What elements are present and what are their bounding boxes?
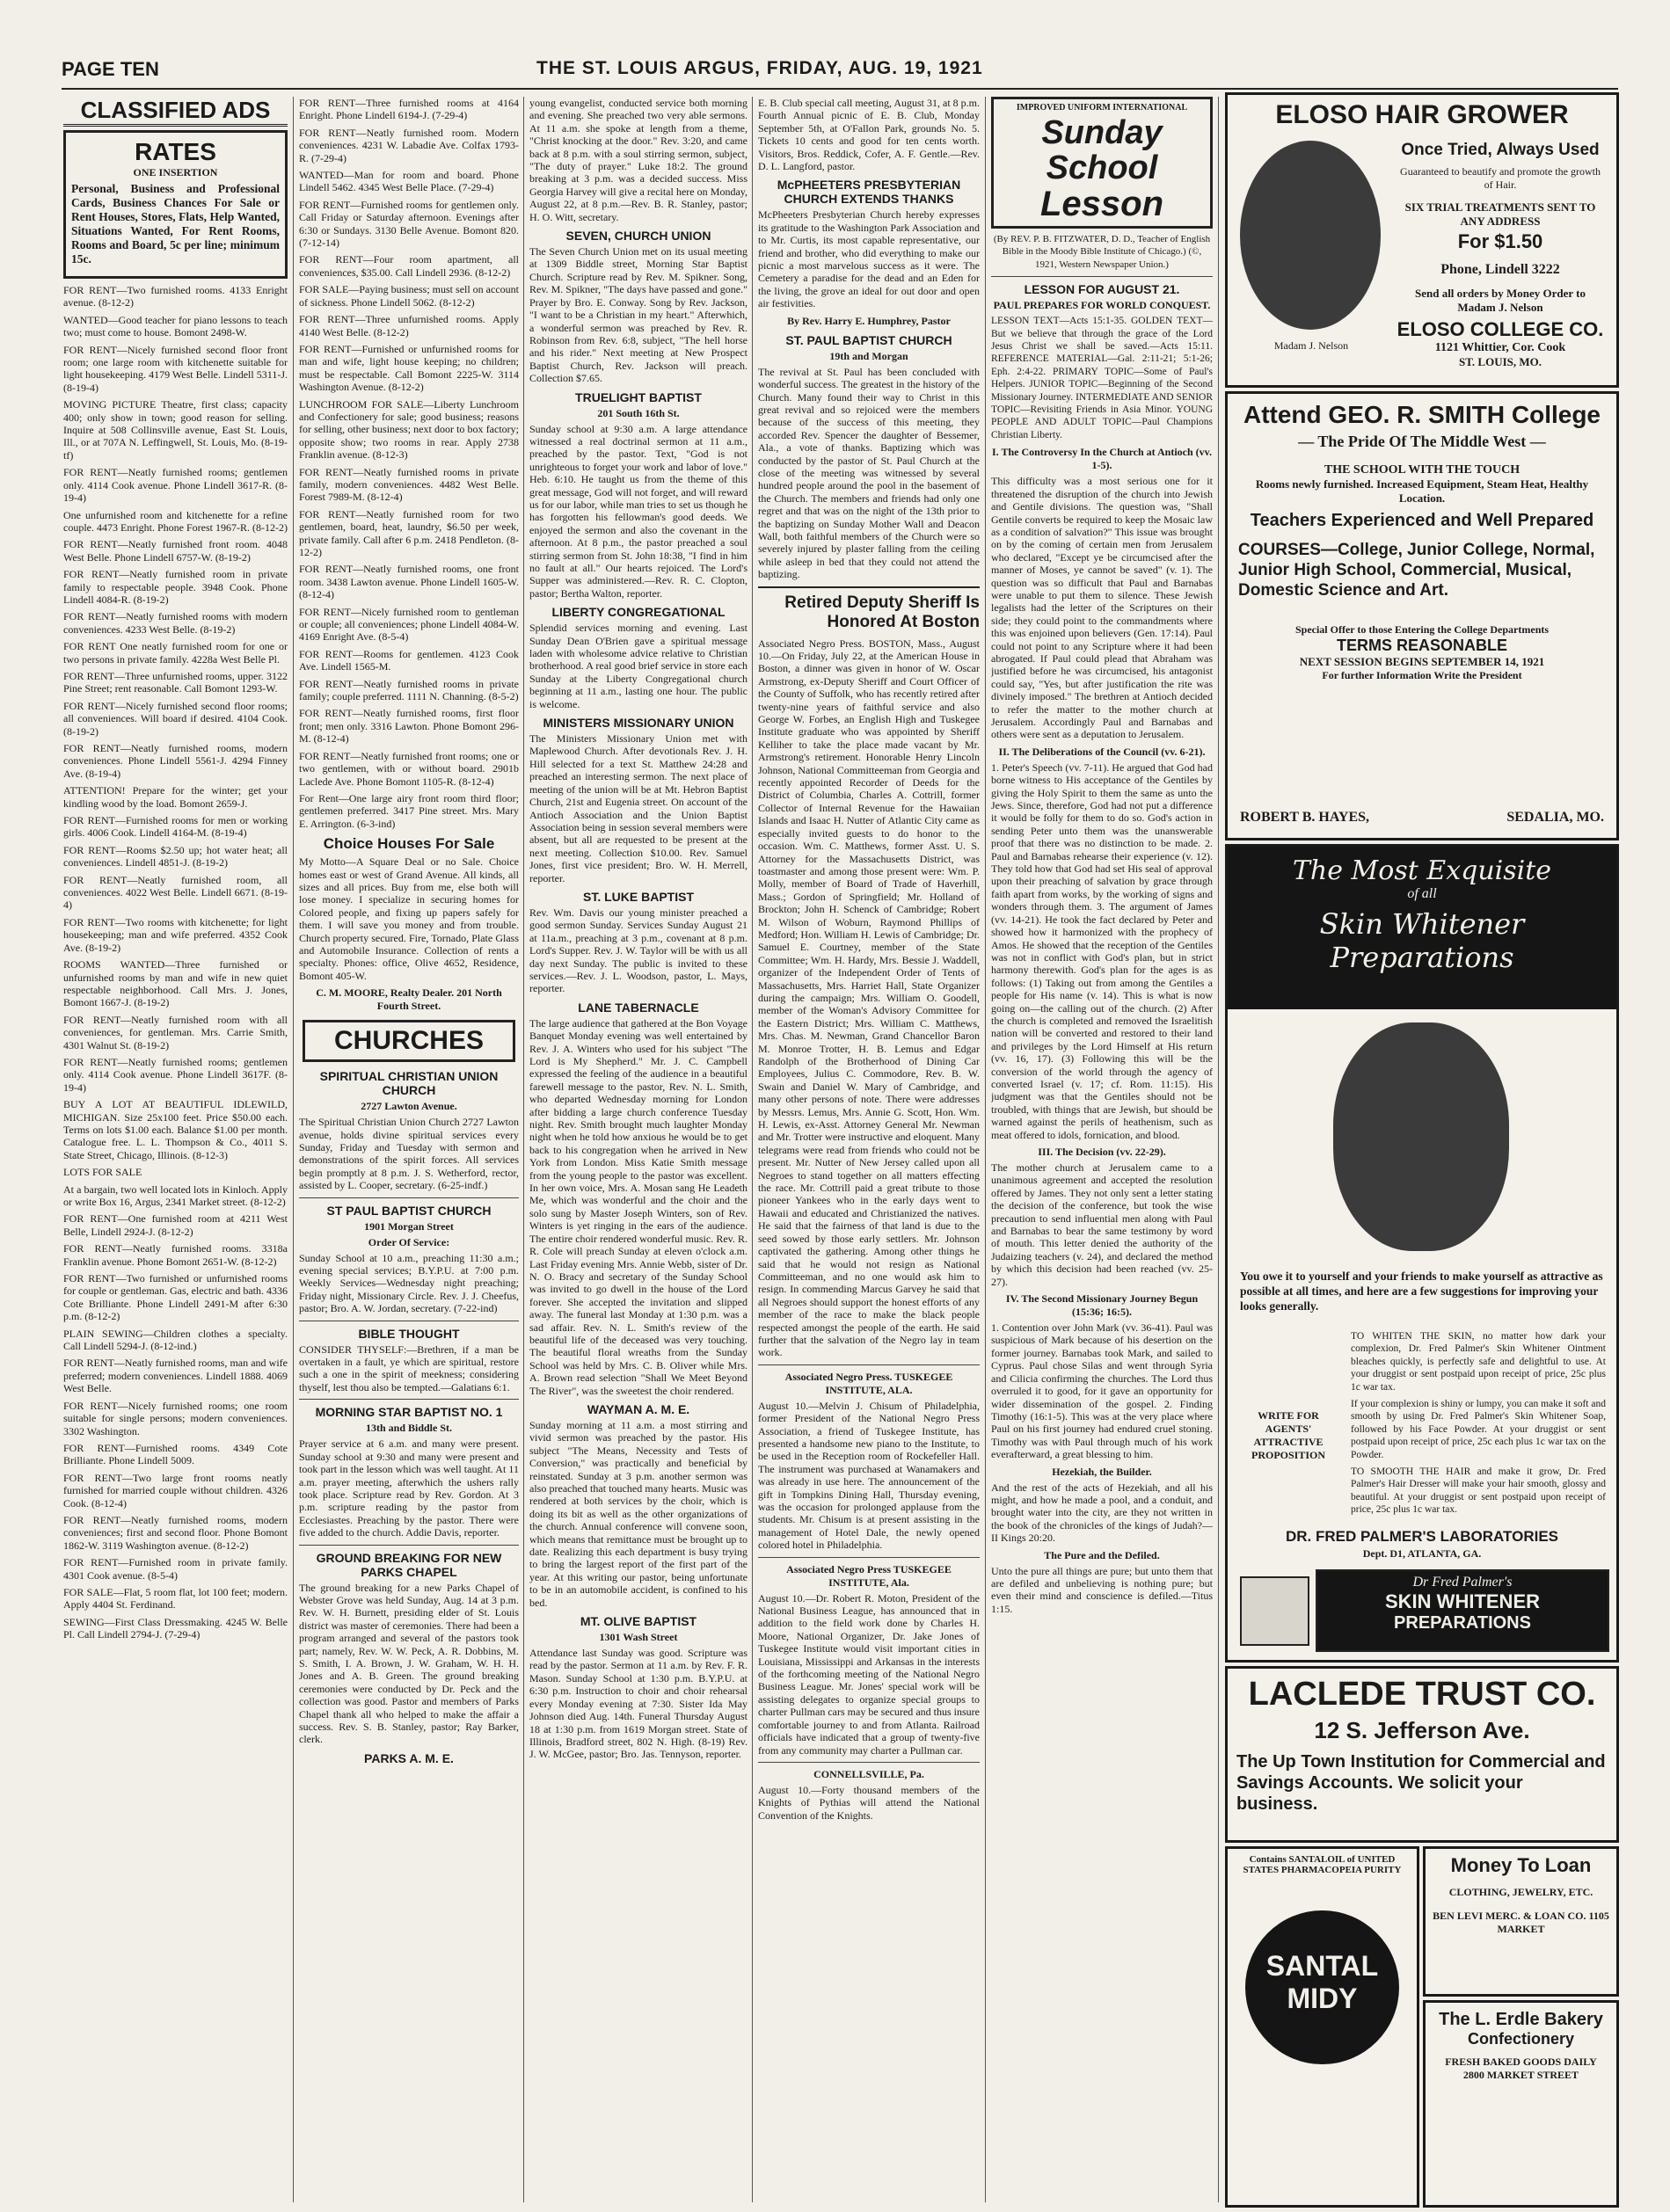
- rates-box: [63, 130, 288, 279]
- ss-lesson-sub: PAUL PREPARES FOR WORLD CONQUEST.: [993, 299, 1211, 312]
- smith-courses: COURSES—College, Junior College, Normal, Junior High School, Commercial, Musical, Domestic Science and Art.: [1238, 541, 1595, 600]
- eloso-addr2: ST. LOUIS, MO.: [1458, 355, 1542, 368]
- palmer-lab: DR. FRED PALMER'S LABORATORIES: [1285, 1528, 1559, 1545]
- santal-name2: MIDY: [1287, 1983, 1358, 2014]
- stpaul-text: Sunday School at 10 a.m., preaching 11:30 a.m.; evening special services; B.Y.P.U. at 7:00 p.m. Weekly Services—Wednesday night preaching; Friday night, Missionary Circle. Rev. J. J. Cheefus, pastor; Bro. A. W. Jordan, secretary. (7-22-ind): [299, 1251, 519, 1315]
- parks-title: PARKS A. M. E.: [364, 1750, 454, 1765]
- truelight-addr: 201 South 16th St.: [597, 406, 680, 419]
- lane-title: LANE TABERNACLE: [578, 1000, 699, 1015]
- palmer-line2: of all: [1407, 886, 1437, 901]
- ss-s2-text: 1. Peter's Speech (vv. 7-11). He argued that God had borne witness to His acceptance of the Gentiles by giving the Holy Spirit to them the same as unto the Jews. Since, therefore, God had not put a difference it would be folly for them to do so. God's action in sending Peter unto them was the unanswerable proof that there was no distinction to be made. 2. Paul and Barnabas rehearse their experience (v. 12). They told how that God had set His seal of approval upon their preaching of salvation by grace through faith apart from works, by the working of signs and wonders through them. 3. The argument of James (vv. 14-21). He took the fact declared by Peter and showed how it harmonized with the prophecy of Amos. He showed that the reception of the Gentiles was not in conflict with God's plan, but in strict harmony therewith. God's plan for the ages is as follows: (1) Taking out from among the Gentiles a people for His name (v. 14). This is what is now going on—the calling out of the church. (2) After the church is completed and removed the Israelitish nation will be converted and restored to their land and privileges by the Lord Himself at His return (vv. 16, 17). (3) Following this will be the conversion of the world through the agency of converted Israel (v. 17; cf. Rom. 11:15). His judgment was that the Gentiles should not be troubled, with things that are Jewish, but should be warned against the perils of heathenism, such as meat offered to idols, fornication, and blood.: [991, 760, 1213, 1141]
- mcpheeters-sig: By Rev. Harry E. Humphrey, Pastor: [787, 314, 951, 327]
- classified-ad: FOR RENT—Neatly furnished rooms, one front room. 3438 Lawton avenue. Phone Lindell 1605-W. (8-12-4): [299, 563, 519, 601]
- palmer-copy1: You owe it to yourself and your friends to make yourself as attractive as possible at all times, and here are a few suggestions for improving your looks generally.: [1240, 1270, 1603, 1313]
- wayman-title: WAYMAN A. M. E.: [587, 1401, 690, 1416]
- classified-ad: FOR RENT—Furnished rooms. 4349 Cote Brilliante. Phone Lindell 5009.: [63, 1441, 288, 1467]
- laclede-ad: [1225, 1666, 1619, 1843]
- eloso-ad: [1225, 92, 1619, 388]
- erdle-text: FRESH BAKED GOODS DAILY: [1445, 2056, 1597, 2068]
- page-header: [62, 53, 1618, 90]
- stpaul-church-addr: 19th and Morgan: [829, 349, 908, 362]
- erdle-addr: 2800 MARKET STREET: [1462, 2069, 1579, 2081]
- column-three: [529, 97, 747, 2202]
- classified-ad: SEWING—First Class Dressmaking. 4245 W. Belle Pl. Call Lindell 2794-J. (7-29-4): [63, 1615, 288, 1641]
- rates-text: Personal, Business and Professional Cards, Business Chances For Sale or Rent Houses, Stores, Flats, Help Wanted, Situations Wanted, For Rent Rooms, Rooms and Board, 5c per line; minimum 15c.: [71, 182, 280, 266]
- classified-ad: FOR RENT—Rooms $2.50 up; hot water heat; all conveniences. Lindell 4851-J. (8-19-2): [63, 843, 288, 870]
- palmer-line1: The Most Exquisite: [1292, 855, 1552, 886]
- retired-title: Retired Deputy Sheriff Is Honored At Boston: [784, 593, 980, 631]
- classified-ad: FOR RENT—Neatly furnished rooms, modern conveniences; first and second floor. Phone Bomont 1862-W. 3119 Washington avenue. (8-12-2): [63, 1513, 288, 1552]
- stluke-text: Rev. Wm. Davis our young minister preached a good sermon Sunday. Services Sunday August 21 at 11a.m., preaching at 3 p.m., covenant at 8 p.m. Lord's Supper. Rev. J. W. Taylor will be with us all day next Sunday. The public is invited to these services.—Rev. J. L. Woodson, pastor, L. Mays, reporter.: [529, 906, 747, 995]
- spiritual-text: The Spiritual Christian Union Church 2727 Lawton avenue, holds divine spiritual services every Sunday, Friday and Tuesday with sermon and demonstrations of the spirit forces. All services begin promptly at 8 p.m. J. S. Wetherford, rector, assisted by L. Cooper, secretary. (6-25-indf.): [299, 1116, 519, 1192]
- santal-ad: [1225, 1846, 1419, 2208]
- classified-ad: FOR RENT—Rooms for gentlemen. 4123 Cook Ave. Lindell 1565-M.: [299, 647, 519, 673]
- ground-text: The ground breaking for a new Parks Chapel of Webster Grove was held Sunday, Aug. 14 at 3 p.m. Rev. W. H. Burnett, presiding elder of St. Louis district was master of ceremonies. There had been a program arranged and several of the pastors took part; namely, Rev. W. W. Peck, A. R. Dobbins, M. S. Smith, I. A. Brown, J. W. Graham, W. H. H. Jones and A. B. Green. The ground breaking ceremonies were conducted by Dr. Peck and the collection was good. Pastor and members of Parks Chapel thank all who helped to make the affair a success. Rev. S. B. Stanley, pastor; Ray Barker, clerk.: [299, 1581, 519, 1746]
- eloso-guarantee: Guaranteed to beautify and promote the growth of Hair.: [1400, 165, 1601, 191]
- classified-ad: FOR RENT—Neatly furnished rooms, man and wife preferred; modern conveniences. Lindell 1888. 4069 West Belle.: [63, 1357, 288, 1395]
- ss-lesson: Lesson: [1039, 185, 1164, 223]
- classified-ad: FOR RENT—Nicely furnished rooms; one room suitable for single persons; modern conveniences. 3302 Washington.: [63, 1399, 288, 1437]
- stpaul-church-title: ST. PAUL BAPTIST CHURCH: [785, 332, 952, 347]
- money-title: Money To Loan: [1450, 1854, 1592, 1876]
- money-firm: BEN LEVI MERC. & LOAN CO. 1105 MARKET: [1433, 1910, 1609, 1935]
- classified-ad: FOR RENT—Neatly furnished room for two gentlemen, board, heat, laundry, $6.50 per week, private family. Call after 6 p.m. 2418 Pendleton. (8-12-2): [299, 507, 519, 558]
- ss-s4-text: 1. Contention over John Mark (vv. 36-41). Paul was suspicious of Mark because of his desertion on the former journey. Barnabas took Mark, and sailed to Cyprus. Paul chose Silas and went through Syria and Cilicia confirming the churches. The Lord thus overruled it to good, for it gave an opportunity for wider dissemination of the gospel. 2. Finding Timothy (16:1-5). This was at the very place where Paul on his first journey had endured cruel stoning. Timothy was with Paul through much of his work everafterward, a great blessing to him.: [991, 1321, 1213, 1461]
- palmer-box2: SKIN WHITENER: [1385, 1590, 1540, 1612]
- eloso-price: For $1.50: [1457, 230, 1543, 252]
- classified-ad: FOR RENT—Furnished rooms for gentlemen only. Call Friday or Saturday afternoon. Evenings after 6:30 or Sundays. 3130 Belle Avenue. Bomont 820. (7-12-14): [299, 198, 519, 250]
- retired-text: Associated Negro Press. BOSTON, Mass., August 10.—On Friday, July 22, at the American House in Boston, a dinner was given in honor of W. Oscar Armstrong, ex-Deputy Sheriff and Court Officer of the County of Suffolk, who has recently retired after twenty-nine years of faithful service and also George W. Forbes, an English High and Tuskegee Institute graduate who was appointed by Sheriff Kelliher to take the place made vacant by Mr. Armstrong's retirement. Honorable Henry Lincoln Johnson, National Committeeman from Georgia and recently appointed Recorder of Deeds for the District of Columbia, Charles A. Cottrill, former Collector of Internal Revenue for the Hawaiian Islands and Isaac H. Nutter of Atlantic City came as especially invited guests to do honor to the occasion. Wm. C. Matthews, former Asst. U. S. Attorney for the Massachusetts District, was toastmaster and among those present were: Wm. P. Molly, member of Board of Trade of Haverhill, Mass.; Gordon of Springfield; Mr. Holland of Brockton; John H. Schenck of Cambridge; Robert M. Wilson of Woburn, Raymond Phillips of Medford; Hon. William H. Lewis of Cambridge; Dr. Samuel E. Courtney, member of the State Committee; Wm. H. Hardy, Mrs. Bessie J. Waddell, organizer of the Independent Order of Tents of Massachusetts, Mrs. Harriet Hall, State Organizer during the campaign; Mrs. William O. Goodell, member of the Woman's Advisory Committee for the Eastern District; Mrs. William C. Matthews, Mrs. Chas. M. Newman, Grand Chancellor Baron M. Monroe Trotter, H. B. Lemus and Edgar Randolph of the Brotherhood of Dining Car Employees, Julius C. Commodore, Rev. B. W. Swain and Daniel W. Mary of Cambridge, and many other persons of note. There were addresses by Messrs. Lemus, Mrs. Annie G. Scott, Hon. Wm. H. Lewis, ex-Asst. Attorney General Mr. Newman and Mr. Trotter were instructive and eloquent. Many telegrams were read from friends who could not be present. Mr. Nutter of New Jersey called upon all Negroes to stand together on all matters effecting the race. Mr. Cottrill paid a great tribute to those pioneer Yankees who in the early days went to Hawaii and educated and Christianized the natives. He said that the fairness of that land is due to the seed sowed by those early settlers. Mr. Johnson captivated the gathering. Among other things he said that he would not resign as National Committeeman, and no one would ask him to resign. In commending Marcus Garvey he said that all Negroes should support the honest efforts of any member of the race to make the black people respected amongst the people of the earth. He said further that the salvation of the Negro lay in team work.: [758, 637, 980, 1359]
- classified-ad: FOR RENT—Neatly furnished rooms, first floor front; men only. 3316 Lawton. Phone Bomont 296-M. (8-12-4): [299, 707, 519, 746]
- choice-text: My Motto—A Square Deal or no Sale. Choice homes east or west of Grand Avenue. All kinds, all sizes and all prices. Buy from me, else both will lose money. I specialize in securing homes for Colored people, and fixing up papers safely for them. I will save you money and from trouble. Church property secured. Fire, Tornado, Plate Glass and Automobile Insurance. Collection of rents a specialty. Phones: office, Olive 4652, Residence, Bomont 405-W.: [299, 855, 519, 982]
- masthead: THE ST. LOUIS ARGUS, FRIDAY, AUG. 19, 1921: [536, 58, 983, 78]
- column-four: [758, 97, 980, 2202]
- column-rule: [1218, 97, 1219, 2202]
- classified-ad: FOR RENT—Neatly furnished rooms, modern conveniences. Phone Lindell 5561-J. 4294 Finney Ave. (8-19-4): [63, 742, 288, 780]
- rates-title: RATES: [135, 138, 216, 165]
- classified-ad: FOR RENT—Neatly furnished room in private family to respectable people. 3948 Cook. Phone Lindell 4084-R. (8-19-2): [63, 568, 288, 606]
- ministers-text: The Ministers Missionary Union met with Maplewood Church. After devotionals Rev. J. H. Hill selected for a text St. Matthew 24:28 and preached an interesting sermon. The next place of meeting of the union will be at Mt. Hebron Baptist Church, 21st and Eugenia street. On account of the Antioch Association and the Union Baptist Association being in session several members were absent, but all are requested to be present at the next meeting. Collection $10.00. Rev. Samuel Jones, first vice president; Bro. W. H. Merrell, reporter.: [529, 732, 747, 884]
- tuskegee-text: August 10.—Melvin J. Chisum of Philadelphia, former President of the National Negro Press Association, a friend of Tuskegee Institute, has presented a handsome new piano to the Institute, to be used in the Reception room of Rockefeller Hall. The instrument was purchased at Wanamakers and was already in use here. The announcement of the gift in Tompkins Dining Hall, Thursday evening, was the occasion for prolonged applause from the students. Mr. Chisum is at present assisting in the management of Hotel Dale, the newly opened colored hotel in Philadelphia.: [758, 1399, 980, 1552]
- tuskegee2-title: Associated Negro Press TUSKEGEE INSTITUTE, Ala.: [786, 1562, 952, 1589]
- eloso-tag: Once Tried, Always Used: [1401, 141, 1600, 159]
- classified-ad: ATTENTION! Prepare for the winter; get your kindling wood by the load. Bomont 2659-J.: [63, 784, 288, 810]
- ss-lesson-head: LESSON FOR AUGUST 21.: [1024, 282, 1180, 297]
- connellsville-text: August 10.—Forty thousand members of the Knights of Pythias will attend the National Convention of the Knights.: [758, 1783, 980, 1822]
- ss-texts: LESSON TEXT—Acts 15:1-35. GOLDEN TEXT—But we believe that through the grace of the Lord Jesus Christ we shall be saved.—Acts 15:11. REFERENCE MATERIAL—Gal. 2:11-21; 5:1-26; Eph. 2:4-22. PRIMARY TOPIC—Some of Paul's Helpers. JUNIOR TOPIC—Beginning of the Second Missionary Journey. INTERMEDIATE AND SENIOR TOPIC—Revisiting Friends in Asia Minor. YOUNG PEOPLE AND ADULT TOPIC—Paul Champions Christian Liberty.: [991, 316, 1213, 440]
- morning-title: MORNING STAR BAPTIST NO. 1: [315, 1405, 503, 1420]
- palmer-lab-addr: Dept. D1, ATLANTA, GA.: [1362, 1547, 1482, 1560]
- erdle-bakery-ad: [1423, 2000, 1619, 2208]
- parks-text: young evangelist, conducted service both morning and evening. She preached two very able sermons. At 11 a.m. she spoke at length from a theme, "Christ knocking at the door." Rev. 3:20, and came back at 8 p.m. with a soul stirring sermon, subject, "The duty of prayer." Luke 18:2. The ground breaking at 3 p.m. was a decided success. Miss Georgia Harvey will give a recital here on Monday, August 22, at 8 p.m.—Rev. B. R. Stanley, pastor; H. O. Witt, secretary.: [529, 97, 747, 223]
- sunday-school-column: [991, 97, 1213, 2202]
- classified-ad: FOR RENT—Two furnished rooms. 4133 Enright avenue. (8-12-2): [63, 284, 288, 309]
- column-rule: [752, 97, 753, 2202]
- col2-ad-list: [299, 97, 519, 830]
- palmer-pimply: If your complexion is shiny or lumpy, you can make it soft and smooth by using Dr. Fred Palmer's Skin Whitener Soap, followed by his Face Powder. At your druggist or sent postpaid upon receipt of price, 25c each plus 1c war tax on the Powder.: [1351, 1399, 1606, 1460]
- churches-title: CHURCHES: [303, 1020, 515, 1062]
- portrait-photo: [1240, 141, 1381, 330]
- seven-title: SEVEN, CHURCH UNION: [565, 229, 711, 244]
- truelight-title: TRUELIGHT BAPTIST: [575, 389, 702, 404]
- ss-s3-title: III. The Decision (vv. 22-29).: [1038, 1146, 1166, 1158]
- classified-ad: FOR RENT—Neatly furnished room. Modern conveniences. 4231 W. Labadie Ave. Colfax 1793-R. (7-29-4): [299, 126, 519, 164]
- classified-ad: FOR RENT—Nicely furnished room to gentleman or couple; all conveniences; phone Lindell 4084-W. 4169 Enright Ave. (8-5-4): [299, 605, 519, 644]
- choice-sig: C. M. MOORE, Realty Dealer. 201 North Fourth Street.: [316, 986, 502, 1013]
- santal-capsule: [1245, 1910, 1399, 2064]
- rates-sub: ONE INSERTION: [133, 166, 218, 178]
- spiritual-title: SPIRITUAL CHRISTIAN UNION CHURCH: [319, 1069, 499, 1098]
- classified-ad: For Rent—One large airy front room third floor; gentlemen preferred. 3417 Pine street. Mrs. Mary E. Arrington. (6-3-ind): [299, 791, 519, 830]
- connellsville-title: CONNELLSVILLE, Pa.: [813, 1767, 924, 1780]
- eloso-caption: Madam J. Nelson: [1273, 339, 1349, 352]
- classified-ad: MOVING PICTURE Theatre, first class; capacity 400; only show in town; good reason for selling. Inquire at 508 Collinsville avenue, East St. Louis, Ill., or at 707A N. Leffingwell, St. Louis, Mo. (8-19-tf): [63, 398, 288, 462]
- laclede-title: LACLEDE TRUST CO.: [1248, 1676, 1596, 1713]
- ss-byline: (By REV. P. B. FITZWATER, D. D., Teacher of English Bible in the Moody Bible Institute of Chicago.) (©, 1921, Western Newspaper Union.): [993, 234, 1211, 270]
- classified-ad: One unfurnished room and kitchenette for a refine couple. 4473 Enright. Phone Forest 1967-R. (8-12-2): [63, 508, 288, 534]
- stpaul-order: Order Of Service:: [368, 1235, 450, 1248]
- stpaul-church-text: The revival at St. Paul has been concluded with wonderful success. The greatest in the history of the Church. Many found their way to Christ in this great revival and so rejoiced were the members because of the success of this meeting, they accorded Rev. Spencer the daughter of Bessemer, Ala., a vote of thanks. Baptizing which was conducted by the pastor of St. Paul Church at the close of the meeting was witnessed by several hundred people around the pool in the basement of the Church. The members and friends had only one regret and that was on the night of the 13th prior to the baptizing on Sunday Mother Wall and Deacon Wall, both faithful members of the Church were so severely injured by plaster falling from the ceiling while asleep in bed that they could not attend the baptizing.: [758, 365, 980, 581]
- palmer-agents: WRITE FOR AGENTS' ATTRACTIVE PROPOSITION: [1251, 1409, 1325, 1461]
- smith-sub: — The Pride Of The Middle West —: [1298, 433, 1546, 450]
- eloso-phone: Phone, Lindell 3222: [1440, 262, 1560, 277]
- classified-ad: LOTS FOR SALE: [63, 1166, 142, 1179]
- smith-title: Attend GEO. R. SMITH College: [1243, 401, 1601, 428]
- smith-president: ROBERT B. HAYES,: [1240, 810, 1370, 825]
- smith-rooms: Rooms newly furnished. Increased Equipment, Steam Heat, Healthy Location.: [1255, 477, 1589, 505]
- stpaul-title: ST PAUL BAPTIST CHURCH: [326, 1203, 492, 1218]
- classified-ad: LUNCHROOM FOR SALE—Liberty Lunchroom and Confectionery for sale; good business; reasons for selling, other business; next door to box factory; opposite show; two rooms in rear. Apply 2738 Franklin avenue. (8-12-3): [299, 397, 519, 462]
- palmer-line3: Skin Whitener Preparations: [1319, 907, 1525, 974]
- ss-title: Sunday School: [1041, 114, 1163, 186]
- column-rule: [523, 97, 524, 2202]
- classified-ad: FOR RENT—Neatly furnished rooms; gentlemen only. 4114 Cook avenue. Phone Lindell 3617-R. (8-19-4): [63, 466, 288, 505]
- truelight-text: Sunday school at 9:30 a.m. A large attendance witnessed a real doctrinal sermon at 11 a.m., preached by the pastor. Text, "God is not unrighteous to forget your work and labor of love." Heb. 6:10. He taught us from the theme of this great message, God will not forget, and will reward us for our labor, while man tries to set us though he has forgotten his fellowman's good deeds. We enjoyed the sermon and also the covenant in the afternoon. At 8 p.m., the pastor preached a soul stirring sermon from St. John 18:38, "I find in him no fault at all." Our hearts rejoiced. The Lord's Supper was administered.—Rev. R. C. Clopton, pastor; Bertha Walton, reporter.: [529, 422, 747, 600]
- classified-ad: FOR RENT—Two rooms with kitchenette; for light housekeeping; man and wife preferred. 4352 Cook Ave. (8-19-2): [63, 915, 288, 954]
- ss-pure-text: Unto the pure all things are pure; but unto them that are defiled and unbelieving is nothing pure; but even their mind and conscience is defiled.—Titus 1:15.: [991, 1564, 1213, 1615]
- mcpheeters-text: McPheeters Presbyterian Church hereby expresses its gratitude to the Washington Park Association and to Mr. Curtis, its most capable representative, our friend and brother, who did everything to make our picnic a most marvelous success as it were. The Cemetery a paradise for the dead and an Eden for the living, the grove an ideal for out door and open air festivities.: [758, 208, 980, 310]
- ss-s1-title: I. The Controversy In the Church at Antioch (vv. 1-5).: [991, 446, 1213, 472]
- palmer-ad: [1225, 844, 1619, 1663]
- palmer-hair: TO SMOOTH THE HAIR and make it grow, Dr. Fred Palmer's Hair Dresser will make your hair smooth, glossy and beautiful. At your druggist or sent postpaid upon receipt of price, 25c plus 1c war tax.: [1351, 1466, 1606, 1516]
- classified-ad: ROOMS WANTED—Three furnished or unfurnished rooms by man and wife in new quiet respectable neighborhood. Call Mrs. J. Jones, Bomont 1667-J. (8-19-2): [63, 958, 288, 1009]
- column-two: [299, 97, 519, 2202]
- eloso-college: ELOSO COLLEGE CO.: [1397, 318, 1604, 340]
- classified-ad: FOR RENT—Furnished room in private family. 4301 Cook avenue. (8-5-4): [63, 1556, 288, 1582]
- classified-ad: BUY A LOT AT BEAUTIFUL IDLEWILD, MICHIGAN. Size 25x100 feet. Price $50.00 each. Terms on lots $1.00 each. Balance $1.00 per month. Catalogue free. L. L. Thompson & Co., 4011 S. State Street, Chicago, Illinois. (8-12-3): [63, 1098, 288, 1161]
- eloso-treat: SIX TRIAL TREATMENTS SENT TO ANY ADDRESS: [1404, 200, 1596, 228]
- classified-title: CLASSIFIED ADS: [63, 97, 288, 127]
- palmer-product-box: [1316, 1569, 1609, 1652]
- classified-ad: FOR RENT—Neatly furnished front rooms; one or two gentlemen, with or without board. 2901b Laclede Ave. Phone Bomont 1105-R. (8-12-4): [299, 749, 519, 788]
- mcpheeters-title: McPHEETERS PRESBYTERIAN CHURCH EXTENDS THANKS: [777, 178, 961, 207]
- ss-s3-text: The mother church at Jerusalem came to a unanimous agreement and accepted the resolution offered by James. They not only sent a letter stating the decision of the conference, but took the wise precaution to send influential men along with Paul and Barnabas to bear the same testimony by word of mouth. This letter denied the authority of the Judaizing teachers (v. 24), and declared the method by which this decision had been reached (vv. 25-27).: [991, 1161, 1213, 1288]
- classified-ad: PLAIN SEWING—Children clothes a specialty. Call Lindell 5294-J. (8-12-ind.): [63, 1327, 288, 1353]
- palmer-banner: [1228, 847, 1616, 1009]
- palmer-box3: PREPARATIONS: [1394, 1613, 1531, 1633]
- morning-text: Prayer service at 6 a.m. and many were present. Sunday school at 9:30 and many were present and took part in the lesson which was well taught. At 11 a.m. prayer meeting, afterwhich the ushers rally took place. Scripture read by Rev. Gordon. At 3 p.m. scripture reading by the pastor from Ecclesiastes. Preaching by the pastor. There were five added to the church. Addie Davis, reporter.: [299, 1437, 519, 1539]
- smith-college-ad: [1225, 391, 1619, 840]
- page-number: PAGE TEN: [62, 58, 159, 80]
- wayman-text: Sunday morning at 11 a.m. a most stirring and vivid sermon was preached by the pastor. His subject "The Means, Necessity and Tests of Conversion," was practically and beneficial by reinstated. Sunday at 3 p.m. another sermon was also preached that touched many hearts. Music was rendered at both services by the choir, which is doing its bit as well as the other organizations of the church. Annual conference will convene soon, which means that remittance must be brought up to date. Realizing this each department is busy trying to bring the largest report of the first part of the year. At this writing our pastor, being unfortunate to be in an automobile accident, is confined to his bed.: [529, 1418, 747, 1609]
- santal-name1: SANTAL: [1265, 1950, 1379, 1982]
- classified-ad: FOR RENT—Neatly furnished front room. 4048 West Belle. Phone Lindell 6757-W. (8-19-2): [63, 538, 288, 564]
- classified-ad: FOR RENT—Nicely furnished second floor front room; one large room with kitchenette suitable for light housekeeping. 4179 West Belle. Lindell 5311-J. (8-19-4): [63, 343, 288, 394]
- olive-title: MT. OLIVE BAPTIST: [580, 1614, 697, 1629]
- classified-ad: FOR RENT—Neatly furnished room with all conveniences, for gentleman. Mrs. Carrie Smith, 4301 Walnut St. (8-19-2): [63, 1013, 288, 1051]
- lane-text: The large audience that gathered at the Bon Voyage Banquet Monday evening was well entertained by Rev. J. A. Winters who used for his subject "The Lord is My Shepherd." Mr. J. C. Campbell expressed the feeling of the audience in a beautiful farewell message to the pastor, Rev. N. L. Smith, who departed Wednesday morning for London after bidding a large church conference Tuesday night. Rev. Smith brought much laughter Monday night when he told how anxious he would be to get back to his congregation when he arrived in New York from London. Miss Katie Smith message from the young people to the pastor was excellent. In her own voice, Mrs. A. Mosan sang He Leadeth Me, which was wonderful and the choir and the solo sung by Master Joseph Winters, son of Rev. Winters is yet ringing in the ears of the audience. The entire choir rendered wonderful music. Rev. R. R. Cole will preach Sunday at eleven o'clock a.m. Last Friday evening Mrs. Annie Webb, sister of Dr. N. O. Bracy and secretary of the Sunday School was invited to go dwell in the house of the Lord forever. She accepted the invitation and slipped away. The funeral last Monday at 1:30 p.m. was a sad affair. Rev. N. L. Smith's review of the beautiful life of the deceased was very touching. The beautiful floral wreaths from the Sunday School was held by Mrs. C. B. Oliver while Mrs. A. Brown read selection "Shall We Meet Beyond The River", was the sweetest the choir rendered.: [529, 1016, 747, 1397]
- classified-ad: At a bargain, two well located lots in Kinloch. Apply or write Box 16, Argus, 2341 Market street. (8-12-2): [63, 1182, 288, 1208]
- classified-ad: FOR SALE—Flat, 5 room flat, lot 100 feet; modern. Apply 4404 St. Ferdinand.: [63, 1585, 288, 1612]
- palmer-box1: Dr Fred Palmer's: [1412, 1575, 1513, 1590]
- ss-pure-title: The Pure and the Defiled.: [1044, 1548, 1160, 1561]
- money-text: CLOTHING, JEWELRY, ETC.: [1448, 1886, 1593, 1898]
- smith-info: For further Information Write the President: [1322, 669, 1522, 681]
- eb-club-text: E. B. Club special call meeting, August 31, at 8 p.m. Fourth Annual picnic of E. B. Club, Monday September 5th, at O'Fallon Park, grounds No. 5. Tickets 10 cents and good for ten cents worth. Visitors, Bros. Reddick, Cofer, A. F. Gentle.—Rev. D. L. Langford, pastor.: [758, 97, 980, 173]
- santal-top: Contains SANTALOIL of UNITED STATES PHARMACOPEIA PURITY: [1243, 1854, 1402, 1875]
- classified-ad: FOR RENT—Furnished or unfurnished rooms for man and wife, light house keeping; no children; must be respectable. Call Bomont 2225-W. 3114 Washington Avenue. (8-12-2): [299, 342, 519, 394]
- sunday-school-banner: [991, 97, 1213, 229]
- ministers-title: MINISTERS MISSIONARY UNION: [543, 716, 734, 731]
- money-loan-ad: [1423, 1846, 1619, 1997]
- laclede-addr: 12 S. Jefferson Ave.: [1314, 1717, 1530, 1743]
- ss-s2-title: II. The Deliberations of the Council (vv. 6-21).: [998, 745, 1206, 758]
- classified-ad: FOR RENT One neatly furnished room for one or two persons in private family. 4228a West Belle Pl.: [63, 640, 288, 666]
- classified-ad: FOR RENT—Neatly furnished rooms in private family; couple preferred. 1111 N. Channing. (8-5-2): [299, 677, 519, 703]
- classified-ad: FOR RENT—Neatly furnished rooms with modern conveniences. 4233 West Belle. (8-19-2): [63, 610, 288, 636]
- classified-ad: FOR RENT—Two large front rooms neatly furnished for married couple without children. 4326 Cook. (8-12-4): [63, 1471, 288, 1510]
- classified-ad: FOR RENT—Neatly furnished rooms. 3318a Franklin avenue. Phone Bomont 2651-W. (8-12-2): [63, 1242, 288, 1268]
- tuskegee-title: Associated Negro Press. TUSKEGEE INSTITUTE, ALA.: [784, 1370, 953, 1396]
- morning-addr: 13th and Biddle St.: [365, 1422, 453, 1435]
- bible-title: BIBLE THOUGHT: [358, 1326, 460, 1341]
- classified-column: [63, 97, 288, 2202]
- classified-ad: FOR SALE—Paying business; must sell on account of sickness. Phone Lindell 5062. (8-12-2): [299, 283, 519, 309]
- ss-hezekiah-text: And the rest of the acts of Hezekiah, and all his might, and how he made a pool, and a conduit, and brought water into the city, are they not written in the book of the chronicles of the kings of Judah?—II Kings 20:20.: [991, 1481, 1213, 1545]
- stluke-title: ST. LUKE BAPTIST: [582, 889, 694, 904]
- classified-ad: FOR RENT—Three unfurnished rooms, upper. 3122 Pine Street; rent reasonable. Call Bomont 1293-W.: [63, 669, 288, 695]
- smith-city: SEDALIA, MO.: [1506, 810, 1604, 825]
- product-jar-image: [1240, 1576, 1309, 1646]
- classified-ad: WANTED—Good teacher for piano lessons to teach two; must come to house. Bomont 2498-W.: [63, 313, 288, 339]
- eloso-addr1: 1121 Whittier, Cor. Cook: [1434, 341, 1566, 354]
- liberty-text: Splendid services morning and evening. Last Sunday Dean O'Brien gave a spiritual message laden with wholesome advice relative to Christian brotherhood. A real good brief service in store each Sunday at the Liberty Congregational church beginning at 11 a.m., lasting one hour. The public is welcome.: [529, 622, 747, 710]
- ss-byline-top: IMPROVED UNIFORM INTERNATIONAL: [1016, 103, 1188, 113]
- classified-ad: FOR RENT—Two furnished or unfurnished rooms for couple or gentleman. Gas, electric and bath. 4336 Cote Brilliante. Phone Lindell 2491-M after 6:30 p.m. (8-12-2): [63, 1272, 288, 1323]
- classified-ad: FOR RENT—One furnished room at 4211 West Belle, Lindell 2924-J. (8-12-2): [63, 1212, 288, 1238]
- classified-ad: FOR RENT—Neatly furnished rooms in private family, modern conveniences. 4482 West Belle. Forest 7989-M. (8-12-4): [299, 465, 519, 504]
- laclede-line: The Up Town Institution for Commercial and Savings Accounts. We solicit your business.: [1236, 1752, 1606, 1814]
- seven-text: The Seven Church Union met on its usual meeting at 1309 Biddle street, Morning Star Baptist Church. Scripture read by Rev. M. Spikner. Song, Rev. M. Spikner, "The days have passed and gone." Prayer by Bro. E. Conway. Song by Rev. Jackson, "I want to be a Christian in my heart." Afterwhich, a wonderful sermon was preached by Rev. R. Robinson from Rev. 6:8, subject, "The hell horse and his rider." Next meeting at New Prospect Baptist Church, Rev. Jackson will preach. Collection $7.65.: [529, 245, 747, 385]
- column-rule: [985, 97, 986, 2202]
- erdle-sub: Confectionery: [1467, 2030, 1575, 2048]
- smith-terms: TERMS REASONABLE: [1336, 637, 1507, 654]
- olive-addr: 1301 Wash Street: [599, 1631, 678, 1644]
- palmer-whiten: TO WHITEN THE SKIN, no matter how dark your complexion, Dr. Fred Palmer's Skin Whitener Ointment bleaches quickly, is perfectly safe and delightful to use. At your druggist or sent postpaid upon receipt of price, 25c plus 1c war tax.: [1351, 1331, 1606, 1393]
- classified-ad-list: [63, 284, 288, 1641]
- liberty-title: LIBERTY CONGREGATIONAL: [551, 605, 726, 620]
- spiritual-addr: 2727 Lawton Avenue.: [361, 1100, 457, 1113]
- olive-text: Attendance last Sunday was good. Scripture was read by the pastor. Sermon at 11 a.m. by Rev. F. R. Mason. Sunday School at 1:30 p.m. B.Y.P.U. at 6:30 p.m. Instruction to choir and choir rehearsal every Monday evening at 7:30. Sister Ida May Johnson died Aug. 14th. Funeral Thursday August 18 at 1:30 p.m. from 1619 Morgan street. State of Illinois, Bradford street, 802 N. High. (8-19) Rev. J. W. McGee, pastor; Bro. Jas. Tennyson, reporter.: [529, 1647, 747, 1761]
- woman-portrait: [1333, 1022, 1509, 1251]
- classified-ad: WANTED—Man for room and board. Phone Lindell 5462. 4345 West Belle Place. (7-29-4): [299, 169, 519, 194]
- erdle-title: The L. Erdle Bakery: [1439, 2010, 1603, 2029]
- ss-hezekiah-title: Hezekiah, the Builder.: [1052, 1465, 1152, 1478]
- eloso-orders: Send all orders by Money Order to Madam J. Nelson: [1414, 287, 1586, 314]
- classified-ad: FOR RENT—Three unfurnished rooms. Apply 4140 West Belle. (8-12-2): [299, 313, 519, 338]
- bible-text: CONSIDER THYSELF:—Brethren, if a man be overtaken in a fault, ye which are spiritual, restore such a one in the spirit of meekness; considering thyself, lest thou also be tempted.—Galatians 6:1.: [299, 1342, 519, 1393]
- smith-touch: THE SCHOOL WITH THE TOUCH: [1324, 463, 1521, 477]
- smith-offer: Special Offer to those Entering the College Departments: [1294, 623, 1550, 636]
- tuskegee2-text: August 10.—Dr. Robert R. Moton, President of the National Business League, has announced that in addition to the field work done by Charles H. Moore, National Organizer, Dr. Jake Jones of Tuskegee Institute would visit important cities in Louisiana, Mississippi and Arkansas in the interests of the forthcoming meeting of the National Negro Business League. Mr. Jones' special work will be assisting delegates to organize special groups to charter Pullman cars may be secured and thus insure comfortable journey to and from Atlanta. Railroad officials have indicated that a group of twenty-five from any community may charter a Pullman car.: [758, 1591, 980, 1757]
- classified-ad: FOR RENT—Four room apartment, all conveniences, $35.00. Call Lindell 2936. (8-12-2): [299, 253, 519, 279]
- choice-title: Choice Houses For Sale: [323, 835, 495, 853]
- classified-ad: FOR RENT—Neatly furnished room, all conveniences. 4022 West Belle. Lindell 6671. (8-19-4): [63, 873, 288, 912]
- classified-ad: FOR RENT—Furnished rooms for men or working girls. 4006 Cook. Lindell 4164-M. (8-19-4): [63, 814, 288, 840]
- column-rule: [293, 97, 294, 2202]
- classified-ad: FOR RENT—Three furnished rooms at 4164 Enright. Phone Lindell 6194-J. (7-29-4): [299, 97, 519, 122]
- smith-teachers: Teachers Experienced and Well Prepared: [1250, 511, 1594, 530]
- classified-ad: FOR RENT—Neatly furnished rooms; gentlemen only. 4114 Cook avenue. Phone Lindell 3617F. (8-19-4): [63, 1055, 288, 1094]
- classified-ad: FOR RENT—Nicely furnished second floor rooms; all conveniences. Will board if desired. 4104 Cook. (8-19-2): [63, 699, 288, 738]
- eloso-title: ELOSO HAIR GROWER: [1275, 100, 1569, 129]
- stpaul-addr: 1901 Morgan Street: [364, 1219, 454, 1233]
- smith-session: NEXT SESSION BEGINS SEPTEMBER 14, 1921: [1299, 655, 1545, 668]
- ground-title: GROUND BREAKING FOR NEW PARKS CHAPEL: [316, 1550, 502, 1579]
- ss-s4-title: IV. The Second Missionary Journey Begun (15:36; 16:5).: [1005, 1292, 1199, 1319]
- ss-s1-text: This difficulty was a most serious one for it threatened the disruption of the church into Jewish and Gentile divisions. The question was, "Shall Gentile converts be required to keep the Mosaic law as a condition of salvation?" This issue was brought on by the coming of certain men from Jerusalem who declared, "Except ye be circumcised after the manner of Moses, ye cannot be saved" (v. 1). The question was so difficult that Paul and Barnabas were unable to put them to silence. These Jewish legalists had the letter of the Scriptures on their side; they could point to the commandments where this was enjoined upon believers (Gen. 17:14). Paul could not point to any Scripture where it had been abrogated. If Paul could plead that Abraham was justified before he was circumcised, his antagonist could say, "Yes, but after justification the rite was divinely imposed." The brethren at Antioch decided to refer the matter to the mother church at Jerusalem. Accordingly Paul and Barnabas and others were sent as a deputation to Jerusalem.: [991, 475, 1213, 741]
